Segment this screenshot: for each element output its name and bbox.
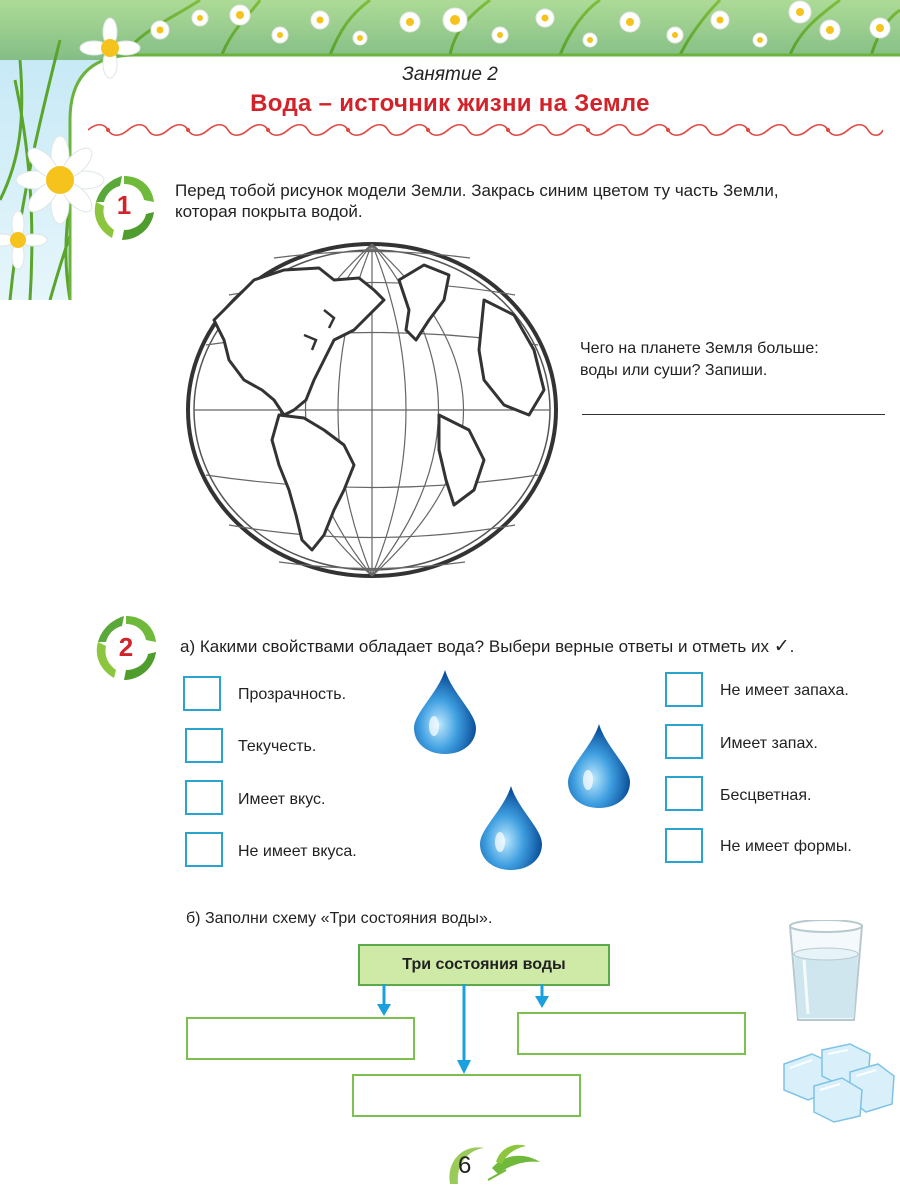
scheme-title: Три состояния воды <box>358 944 610 986</box>
checkbox-fluidity[interactable] <box>185 728 223 763</box>
globe-outline-drawing[interactable] <box>184 240 560 580</box>
answer-line[interactable] <box>582 414 885 415</box>
ornament-divider <box>88 123 883 137</box>
task-1-line-2: которая покрыта водой. <box>175 202 363 221</box>
question-line-1: Чего на планете Земля больше: <box>580 340 819 357</box>
ice-cubes-icon <box>778 1042 896 1124</box>
checkbox-colorless[interactable] <box>665 776 703 811</box>
option-no-shape: Не имеет формы. <box>720 838 852 855</box>
checkbox-no-smell[interactable] <box>665 672 703 707</box>
task-2a-period: . <box>789 637 795 656</box>
option-no-smell: Не имеет запаха. <box>720 682 849 699</box>
checkbox-has-taste[interactable] <box>185 780 223 815</box>
water-drop-icon <box>478 784 544 872</box>
water-drop-icon <box>412 668 478 756</box>
scheme-answer-box-bottom[interactable] <box>352 1074 581 1117</box>
glass-of-water-icon <box>786 920 866 1028</box>
scheme-answer-box-left[interactable] <box>186 1017 415 1060</box>
lesson-label: Занятие 2 <box>402 64 498 85</box>
task-1-instructions <box>175 180 887 222</box>
checkbox-has-smell[interactable] <box>665 724 703 759</box>
task-1-badge <box>88 172 160 244</box>
option-colorless: Бесцветная. <box>720 787 812 804</box>
task-2a-instructions <box>180 636 895 657</box>
task-1-line-1: Перед тобой рисунок модели Земли. Закрась синим цветом ту часть Земли, <box>175 181 779 200</box>
option-has-smell: Имеет запах. <box>720 735 818 752</box>
option-no-taste: Не имеет вкуса. <box>238 843 357 860</box>
option-has-taste: Имеет вкус. <box>238 791 326 808</box>
page-title: Вода – источник жизни на Земле <box>250 90 650 117</box>
task-1-question <box>580 338 892 382</box>
task-2-number: 2 <box>118 632 134 662</box>
option-transparency: Прозрачность. <box>238 686 347 703</box>
task-2b-instructions: б) Заполни схему «Три состояния воды». <box>186 910 493 927</box>
task-2-badge <box>90 612 162 684</box>
page-number: 6 <box>458 1152 472 1179</box>
question-line-2: воды или суши? Запиши. <box>580 362 768 379</box>
check-mark-icon: ✓ <box>773 636 790 657</box>
task-1-number: 1 <box>116 190 132 220</box>
option-fluidity: Текучесть. <box>238 738 317 755</box>
scheme-answer-box-right[interactable] <box>517 1012 746 1055</box>
checkbox-transparency[interactable] <box>183 676 221 711</box>
checkbox-no-taste[interactable] <box>185 832 223 867</box>
task-2a-text: а) Какими свойствами обладает вода? Выбери верные ответы и отметь их <box>180 637 769 656</box>
checkbox-no-shape[interactable] <box>665 828 703 863</box>
water-drop-icon <box>566 722 632 810</box>
